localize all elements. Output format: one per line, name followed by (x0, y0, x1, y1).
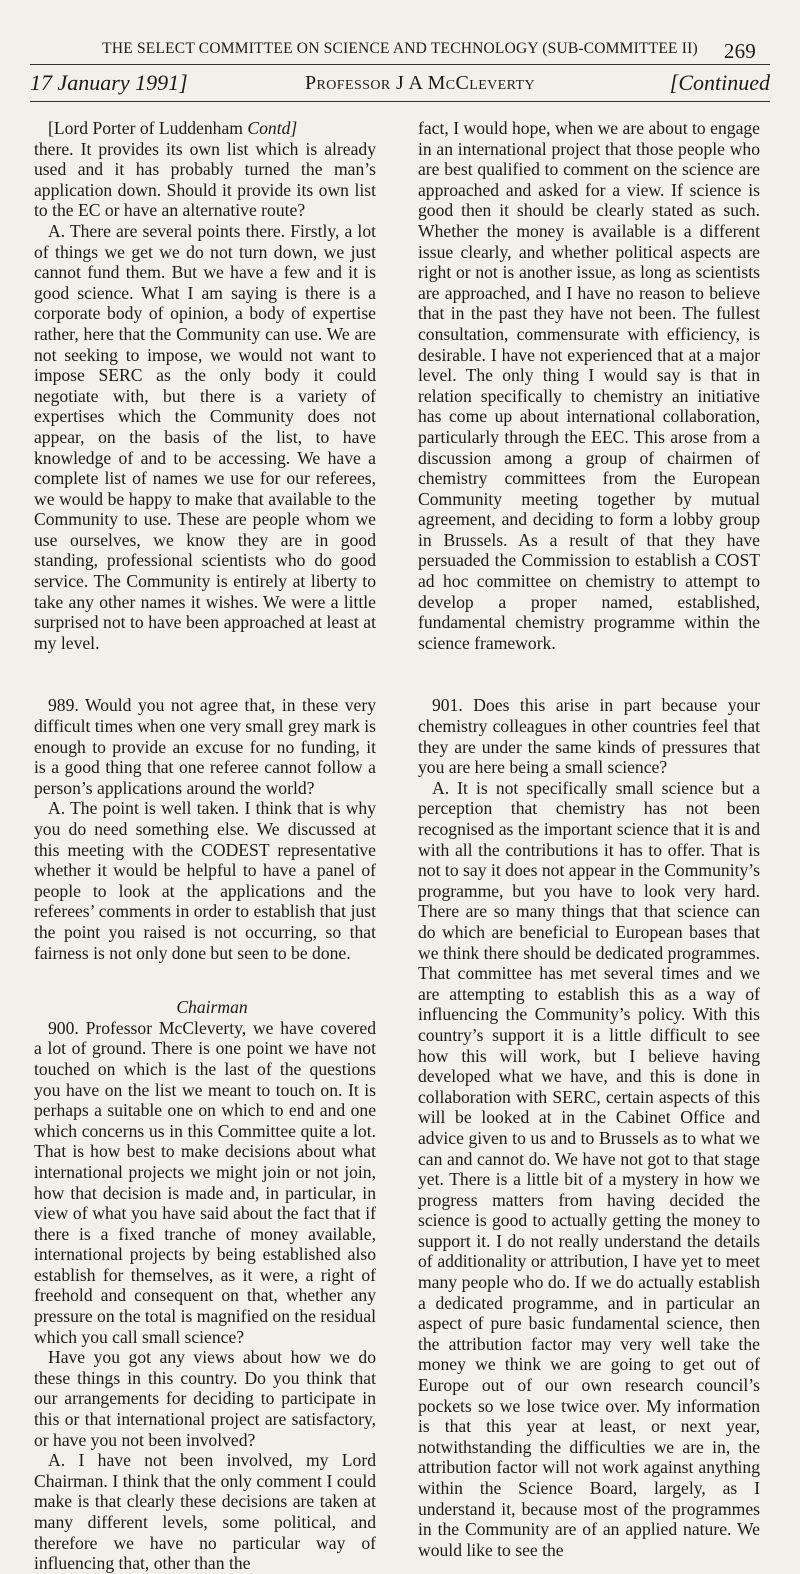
speaker-contd: Contd] (247, 118, 298, 138)
running-title (0, 39, 800, 63)
spacer (418, 653, 760, 695)
spacer (34, 963, 376, 997)
left-answer-1: A. There are several points there. Firstly, a lot of things we get we do not turn down, we just cannot fund them. But we have a few and it is good science. What I am saying is there is a corporate body of opinion, a body of expertise rather, here that the Community can use. We are not seeking to impose, we would not want to impose SERC as the only body it could negotiate with, but there is a variety of expertises which the Community does not appear, on the basis of the list, to have knowledge of and to be accessing. We have a complete list of names we use for our referees, we would be happy to make that available to the Community to use. These are people whom we use ourselves, we know they are in good standing, professional scientists who do good service. The Community is entirely at liberty to take any other names it wishes. We were a little surprised not to have been approached at least at my level. (34, 220, 376, 653)
speaker-name: [Lord Porter of Luddenham (48, 118, 243, 138)
speaker-heading (34, 118, 376, 139)
question-901: 901. Does this arise in part because your chemistry colleagues in other countries feel that they are under the same kinds of pressures that you are here being a small science? (418, 695, 760, 778)
header-witness: Professor J A McCleverty (305, 72, 535, 94)
answer-900: A. I have not been involved, my Lord Chairman. I think that the only comment I could make is that clearly these decisions are taken at many different levels, some political, and therefore we have no particular way of influencing that, other than the (34, 1450, 376, 1574)
page-number: 269 (723, 39, 756, 63)
chairman-heading: Chairman (176, 997, 248, 1018)
question-900: 900. Professor McCleverty, we have covered a lot of ground. There is one point we have not touched on which is the last of the questions you have on the list we meant to touch on. It is perhaps a suitable one on which to end and one which concerns us in this Committee quite a lot. That is how best to make decisions about what international projects we might join or not join, how that decision is made and, in particular, in view of what you have said about the fact that if there is a fixed tranche of money available, international projects by being established also establish for themselves, as it were, a right of freehold and consequent on that, whether any pressure on the total is magnified on the residual which you call small science? (34, 1017, 377, 1347)
left-column (34, 118, 376, 1574)
header-date: 17 January 1991] (30, 70, 188, 95)
question-989: 989. Would you not agree that, in these very difficult times when one very small grey mark is enough to provide an excuse for no funding, it is a good thing that one referee cannot follow a person’s applications around the world? (34, 695, 376, 798)
header-row (30, 70, 770, 98)
spacer (34, 653, 376, 695)
answer-901: A. It is not specifically small science but a perception that chemistry has not been recognised as the important science that it is and with all the contributions it has to offer. That is not to say it does not appear in the Community’s programme, but you have to look very hard. There are so many things that that science can do which are beneficial to European bases that we think there should be dedicated programmes. That committee has met several times and we are attempting to establish this as a way of influencing the Community’s policy. With this country’s support it is a little difficult to see how this will work, but I believe having developed what we have, and this is done in collaboration with SERC, certain aspects of this will be looked at in the Cabinet Office and advice given to us and to Brussels as to what we can and cannot do. We have not got to that stage yet. There is a little bit of a mystery in how we progress matters from having decided the science is good to actually getting the money to support it. I do not really understand the details of additionality or attribution, I have yet to meet many people who do. If we do actually establish a dedicated programme, and in particular an aspect of pure basic fundamental science, then the attribution factor may very well take the money we think we are going to get out of Europe out of our own research council’s pockets so we lose twice over. My information is that this year at least, or next year, notwithstanding the difficulties we are in, the attribution factor will not work against anything within the Science Board, largely, as I understand it, because most of the programmes in the Community are of an applied nature. We would like to see the (418, 777, 760, 1560)
header-continued: [Continued (669, 70, 770, 95)
question-900-continued: Have you got any views about how we do these things in this country. Do you think that our arrangements for deciding to participate in this or that international project are satisfactory, or have you not been involved? (34, 1347, 376, 1450)
running-title-text: THE SELECT COMMITTEE ON SCIENCE AND TECHNOLOGY (SUB-COMMITTEE II) (102, 40, 698, 57)
header-rule (30, 101, 770, 102)
right-paragraph-1: fact, I would hope, when we are about to engage in an international project that those people who are best qualified to comment on the science are approached and asked for a view. If science is good then it should be clearly stated as such. Whether the money is available is a different issue clearly, and whether political aspects are right or not is another issue, as long as scientists are approached, and I have no reason to believe that in the past they have not been. The fullest consultation, commensurate with efficiency, is desirable. I have not experienced that at a major level. The only thing I would say is that in relation specifically to chemistry an initiative has come up about international collaboration, particularly through the EEC. This arose from a discussion among a group of chairmen of chemistry committees from the European Community meeting together by mutual agreement, and deciding to form a lobby group in Brussels. As a result of that they have persuaded the Commission to establish a COST ad hoc committee on chemistry to attempt to develop a proper named, established, fundamental chemistry programme within the science framework. (418, 118, 760, 653)
answer-989: A. The point is well taken. I think that is why you do need something else. We discussed at this meeting with the CODEST representative whether it would be helpful to have a panel of people to look at the applications and the referees’ comments in order to establish that just the point you raised is not occurring, so that fairness is not only done but seen to be done. (34, 798, 376, 963)
right-column (418, 118, 760, 1560)
left-paragraph-1: there. It provides its own list which is already used and it has probably turned the man’s application down. Should it provide its own list to the EC or have an alternative route? (34, 138, 376, 221)
top-rule (30, 64, 770, 65)
